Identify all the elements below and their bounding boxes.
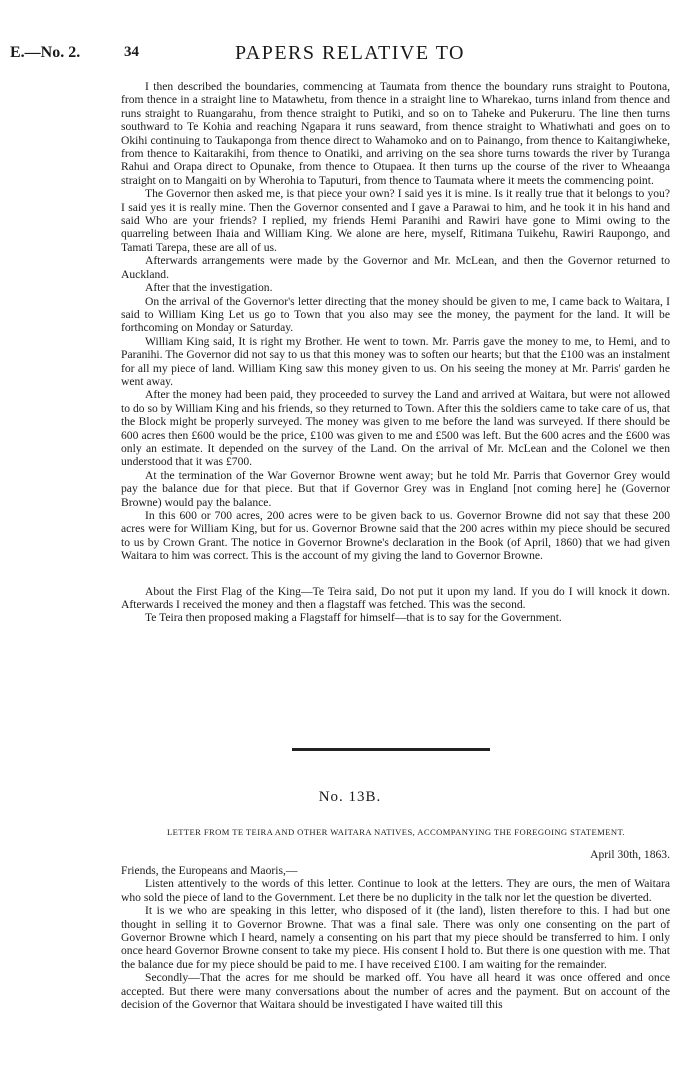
paragraph: At the termination of the War Governor Browne went away; but he told Mr. Parris that Governor Grey would pay the balance due for that piece. But that if Governor Grey was in England [not coming here] he (Governor Browne) would pay the balance. xyxy=(121,468,670,509)
paragraph: On the arrival of the Governor's letter directing that the money should be given to me, I came back to Waitara, I said to William King Let us go to Town that you also may see the money, the payment for the land. It will be forthcoming on Monday or Saturday. xyxy=(121,294,670,335)
paragraph: In this 600 or 700 acres, 200 acres were to be given back to us. Governor Browne did not say that these 200 acres were for William King, but for us. Governor Browne said that the 200 acres within my piece should be secured to us by Crown Grant. The notice in Governor Browne's declaration in the Book (of April, 1860) that we had given Waitara to him was correct. This is the account of my giving the land to Governor Browne. xyxy=(121,509,670,563)
letter-text xyxy=(121,848,670,1011)
paragraph: Secondly—That the acres for me should be marked off. You have all heard it was once offered and once accepted. But there were many conversations about the number of acres and the payment. But on account of the decision of the Governor that Waitara should be investigated I have waited till this xyxy=(121,971,670,1012)
letter-salutation: Friends, the Europeans and Maoris,— xyxy=(121,864,298,877)
section-heading: LETTER FROM TE TEIRA AND OTHER WAITARA NATIVES, ACCOMPANYING THE FOREGOING STATEMENT. xyxy=(166,827,626,837)
section-number: No. 13B. xyxy=(318,789,382,805)
statement-text xyxy=(121,80,670,625)
paper-reference: E.—No. 2. xyxy=(10,44,81,61)
page-header xyxy=(0,42,700,66)
paragraph-gap xyxy=(121,563,670,585)
section-divider xyxy=(292,748,490,751)
paragraph: Afterwards arrangements were made by the Governor and Mr. McLean, and then the Governor returned to Auckland. xyxy=(121,254,670,281)
letter-date: April 30th, 1863. xyxy=(590,848,670,861)
paragraph: The Governor then asked me, is that piece your own? I said yes it is mine. Is it really true that it belongs to you? I said yes it is really mine. Then the Governor consented and I gave a Parawai to him, and he took it in his hand and said Who are your friends? I replied, my friends Hemi Paranihi and Rawiri have gone to Mimi owing to the quarreling between Ihaia and William King. We alone are here, myself, Ritimana Tuikehu, Rawiri Raupongo, and Tamati Tarepa, these are all of us. xyxy=(121,187,670,254)
running-title: PAPERS RELATIVE TO xyxy=(234,42,465,64)
paragraph: Te Teira then proposed making a Flagstaff for himself—that is to say for the Government. xyxy=(145,611,562,625)
paragraph: I then described the boundaries, commencing at Taumata from thence the boundary runs straight to Poutona, from thence in a straight line to Matawhetu, from thence in a straight line to Wharekao, turns inland from thence and runs straight to Ruangarahu, from thence straight to Putiki, and so on to Taheke and Pukeruru. The line then turns southward to Te Kohia and reaching Ngapara it runs seaward, from thence straight to Whatiwhati and goes on to Okihi continuing to Taukaponga from thence direct to Wahamoko and on to Painango, from thence to Kaitangiwheke, from thence to Kaitarakihi, from thence to Onatiki, and arriving on the sea shore turns towards the river by Turanga Rahui and Orapa direct to Opunake, from thence to Otupaea. It then turns up the course of the river to Wheaanga straight on to Mangaiti on by Wherohia to Taputuri, from thence to Taumata where it meets the commencing point. xyxy=(121,80,670,187)
paragraph: About the First Flag of the King—Te Teira said, Do not put it upon my land. If you do I will knock it down. Afterwards I received the money and then a flagstaff was fetched. This was the second. xyxy=(121,584,670,612)
paragraph: William King said, It is right my Brother. He went to town. Mr. Parris gave the money to me, to Hemi, and to Paranihi. The Governor did not say to us that this money was to soften our hearts; but that the £100 was an instalment for all my piece of land. William King saw this money given to us. On his seeing the money at Mr. Parris' garden he went away. xyxy=(121,334,670,388)
paragraph: After the money had been paid, they proceeded to survey the Land and arrived at Waitara, but were not allowed to do so by William King and his friends, so they returned to Town. After this the soldiers came to take care of us, that the Block might be properly surveyed. The money was given to me before the land was surveyed. If there should be 600 acres then £600 would be the price, £100 was given to me and £500 was left. But the 600 acres and the £600 was only an estimate. It depended on the survey of the Land. On the arrival of Mr. McLean and the Colonel we then understood that it was £700. xyxy=(121,388,670,469)
paragraph: It is we who are speaking in this letter, who disposed of it (the land), listen therefore to this. I had but one thought in selling it to Governor Browne. That was a final sale. There was only one consenting on the part of Governor Browne which I heard, namely a consenting on his part that my piece should be transferred to him. I only once heard Governor Browne consent to take my piece. His consent I hold to. But there is one question with me. That the balance due for my piece should be paid to me. I have received £100. I am waiting for the remainder. xyxy=(121,904,670,971)
paragraph: Listen attentively to the words of this letter. Continue to look at the letters. They are ours, the men of Waitara who sold the piece of land to the Government. Let there be no duplicity in the talk nor let the question be diverted. xyxy=(121,877,670,904)
page-number: 34 xyxy=(124,44,139,60)
paragraph: After that the investigation. xyxy=(145,281,273,295)
